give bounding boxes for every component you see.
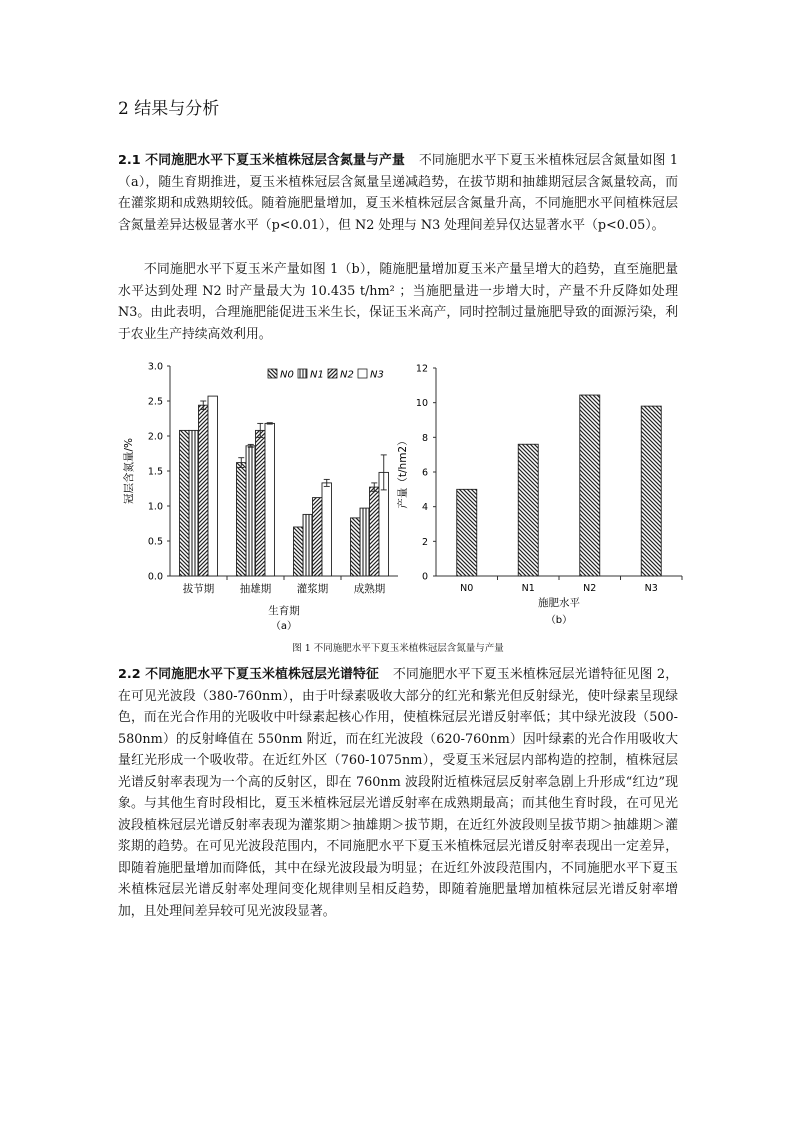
legend-label-n3: N3	[370, 369, 384, 381]
legend-swatch-n1	[298, 369, 307, 378]
chart-a-ytick: 1.0	[147, 501, 163, 513]
chart-b-ytick: 2	[421, 536, 428, 548]
chart-b-ylabel: 产量（t/hm2）	[397, 435, 409, 509]
yield-chart	[396, 364, 682, 627]
chart-b-ytick: 10	[415, 398, 428, 410]
legend-label-n2: N2	[340, 369, 354, 381]
chart-a-bar-n1	[189, 430, 199, 576]
chart-b-bar-n3	[641, 406, 661, 576]
chart-b-ytick: 8	[421, 432, 428, 444]
chart-a-ytick: 1.5	[147, 466, 163, 478]
chart-a-bar-n3	[322, 483, 332, 576]
section-2-2-paragraph	[118, 664, 678, 922]
chart-a-bar-n0	[351, 518, 361, 576]
chart-a-bar-n2	[313, 498, 323, 576]
chart-b-sublabel: （b）	[545, 615, 573, 626]
chart-b-xlabel: 施肥水平	[538, 597, 580, 609]
legend-swatch-n2	[328, 369, 337, 378]
chart-a-category-label: 成熟期	[353, 583, 386, 595]
chart-b-ytick: 4	[421, 502, 428, 514]
chart-a-bar-n1	[360, 508, 370, 576]
chart-a-ytick: 3.0	[147, 361, 163, 373]
chart-a-bar-n2	[199, 405, 209, 576]
chart-a-bar-n1	[303, 514, 313, 576]
figure-1	[110, 352, 690, 642]
chart-b-ytick: 6	[421, 467, 428, 479]
chart-a-bar-n2	[370, 487, 380, 576]
legend-label-n1: N1	[310, 369, 324, 381]
chart-b-category-label: N3	[644, 583, 658, 594]
chart-a-bar-n0	[237, 463, 247, 576]
section-2-2-text: 不同施肥水平下夏玉米植株冠层光谱特征见图 2，在可见光波段（380-760nm），由于叶绿素吸收大部分的红光和紫光但反射绿光，使叶绿素呈现绿色，而在光合作用的光吸收中叶绿素起核心作用，使植株冠层光谱反射率低；其中绿光波段（500-580nm）的反射峰值在 550nm 附近，而在红光波段（620-760nm）因叶绿素的光合作用吸收大量红光形成一个吸收带。在近红外区（760-1075nm），受夏玉米冠层内部构造的控制，植株冠层光谱反射率表现为一个高的反射区，即在 760nm 波段附近植株冠层反射率急剧上升形成“红边”现象。与其他生育时段相比，夏玉米植株冠层光谱反射率在成熟期最高；而其他生育时段，在可见光波段植株冠层光谱反射率表现为灌浆期＞抽雄期＞拔节期，在近红外波段则呈拔节期＞抽雄期＞灌浆期的趋势。在可见光波段范围内，不同施肥水平下夏玉米植株冠层光谱反射率表现出一定差异，即随着施肥量增加而降低，其中在绿光波段最为明显；在近红外波段范围内，不同施肥水平下夏玉米植株冠层光谱反射率处理间变化规律则呈相反趋势，即随着施肥量增加植株冠层光谱反射率增加，且处理间差异较可见光波段显著。	[118, 667, 678, 919]
chart-b-ytick: 12	[415, 363, 428, 375]
chart-a-bar-n1	[246, 446, 256, 576]
chart-b-bar-n1	[518, 444, 538, 576]
chart-a-sublabel: （a）	[270, 621, 298, 632]
section-2-1-text-1: 不同施肥水平下夏玉米植株冠层含氮量如图 1（a），随生育期推进，夏玉米植株冠层含氮量呈递减趋势，在拔节期和抽雄期冠层含氮量较高，而在灌浆期和成熟期较低。随着施肥量增加，夏玉米植株冠层含氮量升高，不同施肥水平间植株冠层含氮量差异达极显著水平（p<0.01），但 N2 处理与 N3 处理间差异仅达显著水平（p<0.05）。	[118, 153, 678, 233]
section-2-1-paragraph-1	[118, 150, 678, 236]
chart-a-bar-n3	[265, 423, 275, 576]
nitrogen-content-chart	[122, 362, 398, 633]
chart-a-ytick: 2.5	[147, 396, 163, 408]
chart-a-category-label: 灌浆期	[296, 583, 329, 595]
chart-b-category-label: N0	[460, 583, 474, 594]
legend-swatch-n3	[358, 369, 367, 378]
legend-label-n0: N0	[280, 369, 294, 381]
chart-a-bar-n0	[180, 430, 190, 576]
chart-a-ytick: 0.5	[147, 536, 163, 548]
chart-a-bar-n3	[208, 396, 218, 576]
chart-a-xlabel: 生育期	[268, 605, 300, 617]
chart-a-category-label: 拔节期	[182, 583, 215, 595]
chart-b-category-label: N1	[521, 583, 535, 594]
chart-a-legend	[268, 369, 384, 381]
chart-a-bar-n2	[256, 430, 266, 576]
chart-b-ytick: 0	[421, 571, 428, 583]
section-2-2-heading: 2.2 不同施肥水平下夏玉米植株冠层光谱特征	[118, 667, 379, 682]
chart-a-ylabel: 冠层含氮量/%	[123, 437, 135, 505]
chart-b-category-label: N2	[583, 583, 597, 594]
chart-b-bar-n0	[457, 489, 477, 576]
chart-a-bar-n0	[294, 527, 304, 576]
chart-b-bar-n2	[580, 395, 600, 576]
section-title: 2 结果与分析	[118, 99, 220, 119]
figure-caption: 图 1 不同施肥水平下夏玉米植株冠层含氮量与产量	[292, 643, 504, 654]
chart-a-category-label: 抽雄期	[239, 583, 272, 595]
section-2-1-paragraph-2: 不同施肥水平下夏玉米产量如图 1（b），随施肥量增加夏玉米产量呈增大的趋势，直至施肥量水平达到处理 N2 时产量最大为 10.435 t/hm² ；当施肥量进一步增大时，产量不升反降如处理 N3。由此表明，合理施肥能促进玉米生长，保证玉米高产，同时控制过量施肥导致的面源污染，利于农业生产持续高效利用。	[118, 262, 678, 342]
legend-swatch-n0	[268, 369, 277, 378]
chart-a-ytick: 0.0	[147, 571, 163, 583]
chart-a-ytick: 2.0	[147, 431, 163, 443]
section-2-1-heading: 2.1 不同施肥水平下夏玉米植株冠层含氮量与产量	[118, 153, 405, 168]
